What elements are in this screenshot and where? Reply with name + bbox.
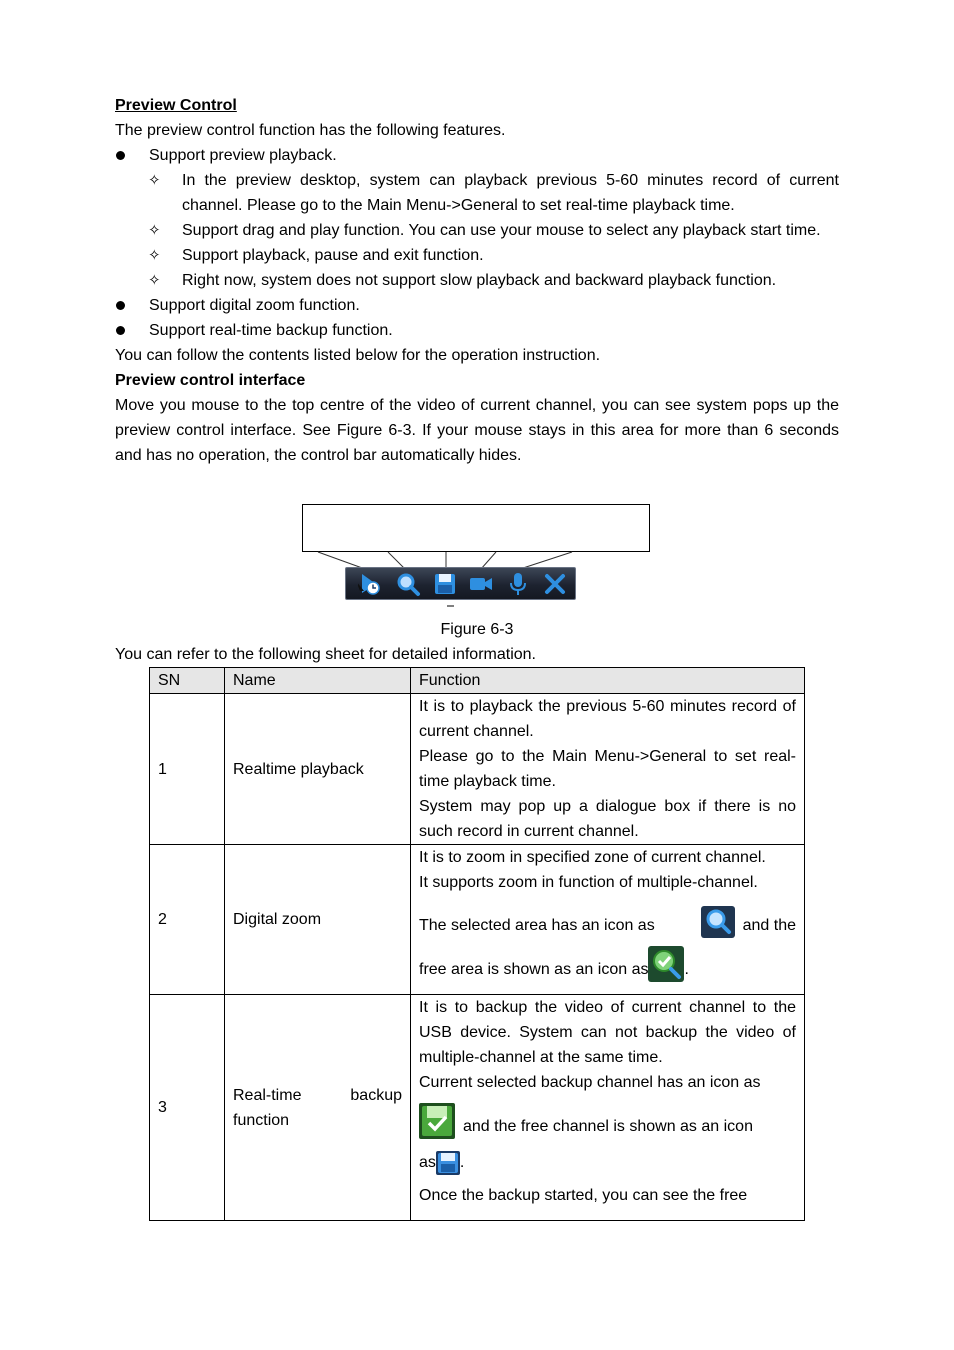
feature-item bbox=[115, 293, 839, 318]
function-text bbox=[463, 1114, 796, 1139]
close-icon[interactable] bbox=[542, 571, 568, 597]
table-intro: You can refer to the following sheet for detailed information. bbox=[115, 646, 536, 663]
row-function bbox=[411, 845, 805, 995]
diamond-star-icon: ✧ bbox=[148, 246, 161, 264]
header-name: Name bbox=[225, 668, 411, 694]
function-icon-line bbox=[419, 1101, 796, 1139]
row-function bbox=[411, 694, 805, 845]
sub-heading: Preview control interface bbox=[115, 372, 306, 389]
function-line: System may pop up a dialogue box if there is no such record in current channel. bbox=[419, 798, 796, 840]
function-line: It is to backup the video of current channel to the USB device. System can not backup the video of multiple-channel at the same time. bbox=[419, 999, 796, 1066]
function-line: It is to zoom in specified zone of current channel. bbox=[419, 849, 766, 866]
sub-feature-item bbox=[115, 243, 839, 268]
sub-feature-text: In the preview desktop, system can playback previous 5-60 minutes record of current channel. Please go to the Main Menu->General to set real-time playback time. bbox=[182, 172, 839, 214]
sub-feature-item bbox=[115, 168, 839, 218]
record-icon[interactable] bbox=[468, 571, 494, 597]
function-text: . bbox=[684, 961, 689, 978]
row-sn: 2 bbox=[150, 845, 225, 995]
zoom-selected-icon bbox=[701, 906, 735, 938]
digital-zoom-icon[interactable] bbox=[395, 571, 421, 597]
interface-text: Move you mouse to the top centre of the video of current channel, you can see system pops up the preview control interface. See Figure 6-3. If your mouse stays in this area for more than 6 seconds and has no operation, the control bar automatically hides. bbox=[115, 397, 839, 464]
callout-box bbox=[302, 504, 650, 552]
diamond-star-icon: ✧ bbox=[148, 221, 161, 239]
function-text: . bbox=[459, 1154, 465, 1171]
row-name: Realtime playback bbox=[225, 694, 411, 845]
function-line: Please go to the Main Menu->General to set real-time playback time. bbox=[419, 748, 796, 790]
backup-icon[interactable] bbox=[432, 571, 458, 597]
function-line: Once the backup started, you can see the free bbox=[419, 1187, 748, 1204]
bullet-icon bbox=[116, 301, 125, 310]
realtime-playback-icon[interactable] bbox=[358, 571, 384, 597]
row-sn: 3 bbox=[150, 995, 225, 1221]
function-line: Current selected backup channel has an icon as bbox=[419, 1074, 761, 1091]
bullet-icon bbox=[116, 326, 125, 335]
sub-feature-text: Support playback, pause and exit function. bbox=[182, 247, 484, 264]
audio-talk-icon[interactable] bbox=[505, 571, 531, 597]
sub-feature-item bbox=[115, 268, 839, 293]
row-name-text: Real-time bbox=[233, 1086, 302, 1104]
function-text: free area is shown as an icon as bbox=[419, 961, 649, 978]
feature-label: Support preview playback. bbox=[149, 147, 337, 164]
follow-text: You can follow the contents listed below for the operation instruction. bbox=[115, 347, 601, 364]
function-icon-line bbox=[419, 903, 796, 938]
function-icon-line bbox=[419, 1145, 796, 1175]
diamond-star-icon: ✧ bbox=[148, 271, 161, 289]
table-row bbox=[150, 845, 805, 995]
preview-control-toolbar bbox=[345, 567, 576, 600]
bullet-icon bbox=[116, 151, 125, 160]
function-text: and the free channel is shown as an icon bbox=[463, 1118, 753, 1135]
function-line: It supports zoom in function of multiple-channel. bbox=[419, 874, 758, 891]
header-function: Function bbox=[411, 668, 805, 694]
sub-feature-text: Right now, system does not support slow playback and backward playback function. bbox=[182, 272, 777, 289]
function-icon-line bbox=[419, 944, 796, 982]
feature-item bbox=[115, 143, 839, 168]
section-heading: Preview Control bbox=[115, 97, 237, 114]
intro-text: The preview control function has the following features. bbox=[115, 122, 506, 139]
feature-label: Support real-time backup function. bbox=[149, 322, 393, 339]
backup-free-icon bbox=[436, 1151, 460, 1175]
row-name-line bbox=[233, 1083, 402, 1108]
row-name: Digital zoom bbox=[225, 845, 411, 995]
table-header-row bbox=[150, 668, 805, 694]
function-icon-group bbox=[701, 906, 796, 938]
row-name-text: backup bbox=[350, 1086, 402, 1104]
function-line: It is to playback the previous 5-60 minutes record of current channel. bbox=[419, 698, 796, 740]
row-sn: 1 bbox=[150, 694, 225, 845]
table-row bbox=[150, 995, 805, 1221]
feature-label: Support digital zoom function. bbox=[149, 297, 360, 314]
sub-feature-item bbox=[115, 218, 839, 243]
function-text: The selected area has an icon as bbox=[419, 917, 655, 934]
document-body bbox=[115, 93, 839, 468]
function-text: as bbox=[419, 1154, 436, 1171]
row-function bbox=[411, 995, 805, 1221]
header-sn: SN bbox=[150, 668, 225, 694]
function-text: and the bbox=[742, 917, 796, 934]
info-table bbox=[149, 667, 805, 1221]
row-name bbox=[225, 995, 411, 1221]
diamond-star-icon: ✧ bbox=[148, 171, 161, 189]
table-row bbox=[150, 694, 805, 845]
sub-feature-text: Support drag and play function. You can use your mouse to select any playback start time. bbox=[182, 222, 821, 239]
feature-item bbox=[115, 318, 839, 343]
backup-selected-icon bbox=[419, 1103, 455, 1139]
row-name-text: function bbox=[233, 1111, 290, 1129]
figure-caption: Figure 6-3 bbox=[440, 621, 514, 638]
zoom-free-icon bbox=[648, 946, 684, 982]
